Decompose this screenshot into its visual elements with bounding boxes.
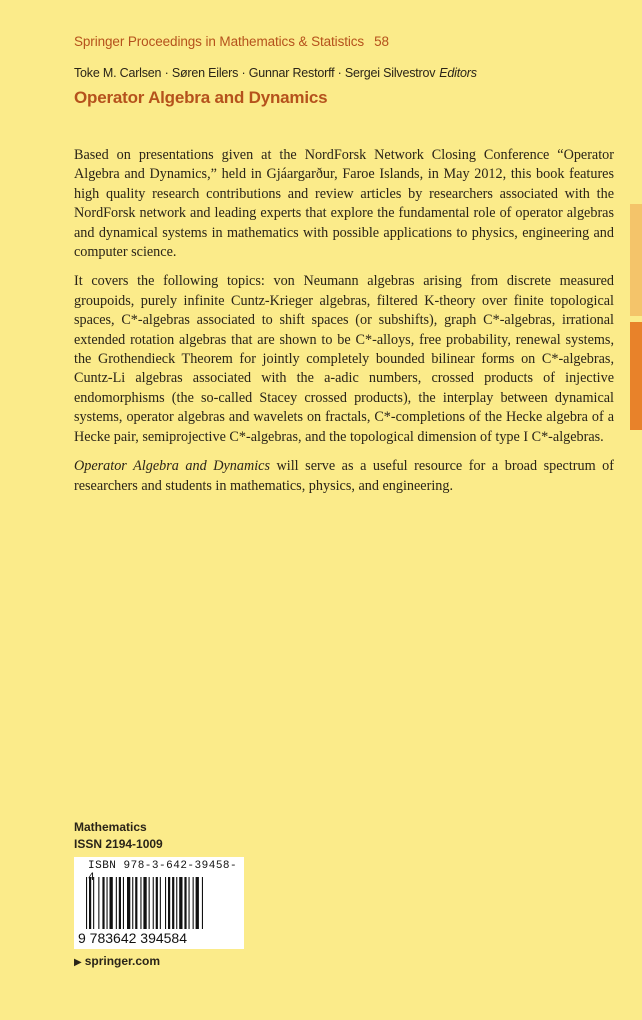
side-tab-light (630, 204, 642, 316)
barcode-bar (119, 877, 121, 929)
barcode-bar (196, 877, 199, 929)
issn-label: ISSN 2194-1009 (74, 837, 163, 851)
barcode-bar (179, 877, 182, 929)
publisher-link[interactable] (74, 954, 160, 968)
editors-role: Editors (439, 66, 477, 80)
barcode-bar (184, 877, 186, 929)
blurb-book-title: Operator Algebra and Dynamics (74, 458, 270, 475)
barcode-bar (165, 877, 166, 929)
barcode (74, 857, 244, 949)
barcode-bar (110, 877, 113, 929)
blurb-paragraph-3-rest: will serve as a useful resource for a broad spectrum of researchers and students in mathematics, physics, and engineering. (74, 458, 615, 494)
blurb-paragraph-1: Based on presentations given at the NordForsk Network Closing Conference “Operator Algebra and Dynamics,” held in Gjáargarður, Faroe Islands, in May 2012, this book features high quality research contributions and review articles by researchers associated with the NordForsk network and leading experts that explore the fundamental role of operator algebras and dynamical systems in mathematics with possible applications to physics, engineering and computer science. (74, 147, 614, 261)
subject-label: Mathematics (74, 820, 147, 834)
barcode-bar (153, 877, 154, 929)
barcode-bar (193, 877, 194, 929)
barcode-bar (127, 877, 130, 929)
blurb (74, 146, 614, 506)
series-volume: 58 (374, 34, 389, 49)
barcode-bar (93, 877, 94, 929)
editor-names: Toke M. Carlsen · Søren Eilers · Gunnar Restorff · Sergei Silvestrov (74, 66, 436, 80)
barcode-bar (202, 877, 203, 929)
barcode-bar (89, 877, 91, 929)
barcode-bar (143, 877, 146, 929)
barcode-bar (156, 877, 158, 929)
barcode-bar (168, 877, 170, 929)
barcode-bar (116, 877, 117, 929)
barcode-bar (132, 877, 133, 929)
barcode-bar (135, 877, 137, 929)
barcode-digits: 9 783642 394584 (78, 930, 187, 946)
barcode-bar (123, 877, 124, 929)
blurb-paragraph-3 (74, 457, 614, 496)
subject-block (74, 819, 163, 853)
barcode-bar (140, 877, 141, 929)
barcode-bar (172, 877, 174, 929)
barcode-bar (160, 877, 161, 929)
barcode-bar (102, 877, 104, 929)
barcode-bar (176, 877, 177, 929)
barcode-bar (107, 877, 108, 929)
series-line (74, 34, 389, 49)
barcode-bar (189, 877, 190, 929)
arrow-right-icon: ▶ (74, 957, 82, 968)
editors-line (74, 66, 477, 80)
side-tab-dark (630, 322, 642, 430)
publisher-url: springer.com (84, 954, 161, 968)
book-title: Operator Algebra and Dynamics (74, 88, 328, 107)
series-name: Springer Proceedings in Mathematics & Statistics (74, 34, 365, 49)
barcode-bar (86, 877, 87, 929)
blurb-paragraph-2: It covers the following topics: von Neumann algebras arising from discrete measured groupoids, purely infinite Cuntz-Krieger algebras, filtered K-theory over finite topological spaces, C*-algebras associated to shift spaces (or subshifts), graph C*-algebras, irrational extended rotation algebras that are shown to be C*-alloys, free probability, renewal systems, the Grothendieck Theorem for jointly completely bounded bilinear forms on C*-algebras, Cuntz-Li algebras associated with the a-adic numbers, crossed products of injective endomorphisms (the so-called Stacey crossed products), the interplay between dynamical systems, operator algebras and wavelets on fractals, C*-completions of the Hecke algebra of a Hecke pair, semiprojective C*-algebras, and the topological dimension of type I C*-algebras. (74, 273, 614, 445)
isbn-text: ISBN 978-3-642-39458-4 (88, 860, 238, 884)
barcode-bar (98, 877, 99, 929)
barcode-bar (149, 877, 150, 929)
